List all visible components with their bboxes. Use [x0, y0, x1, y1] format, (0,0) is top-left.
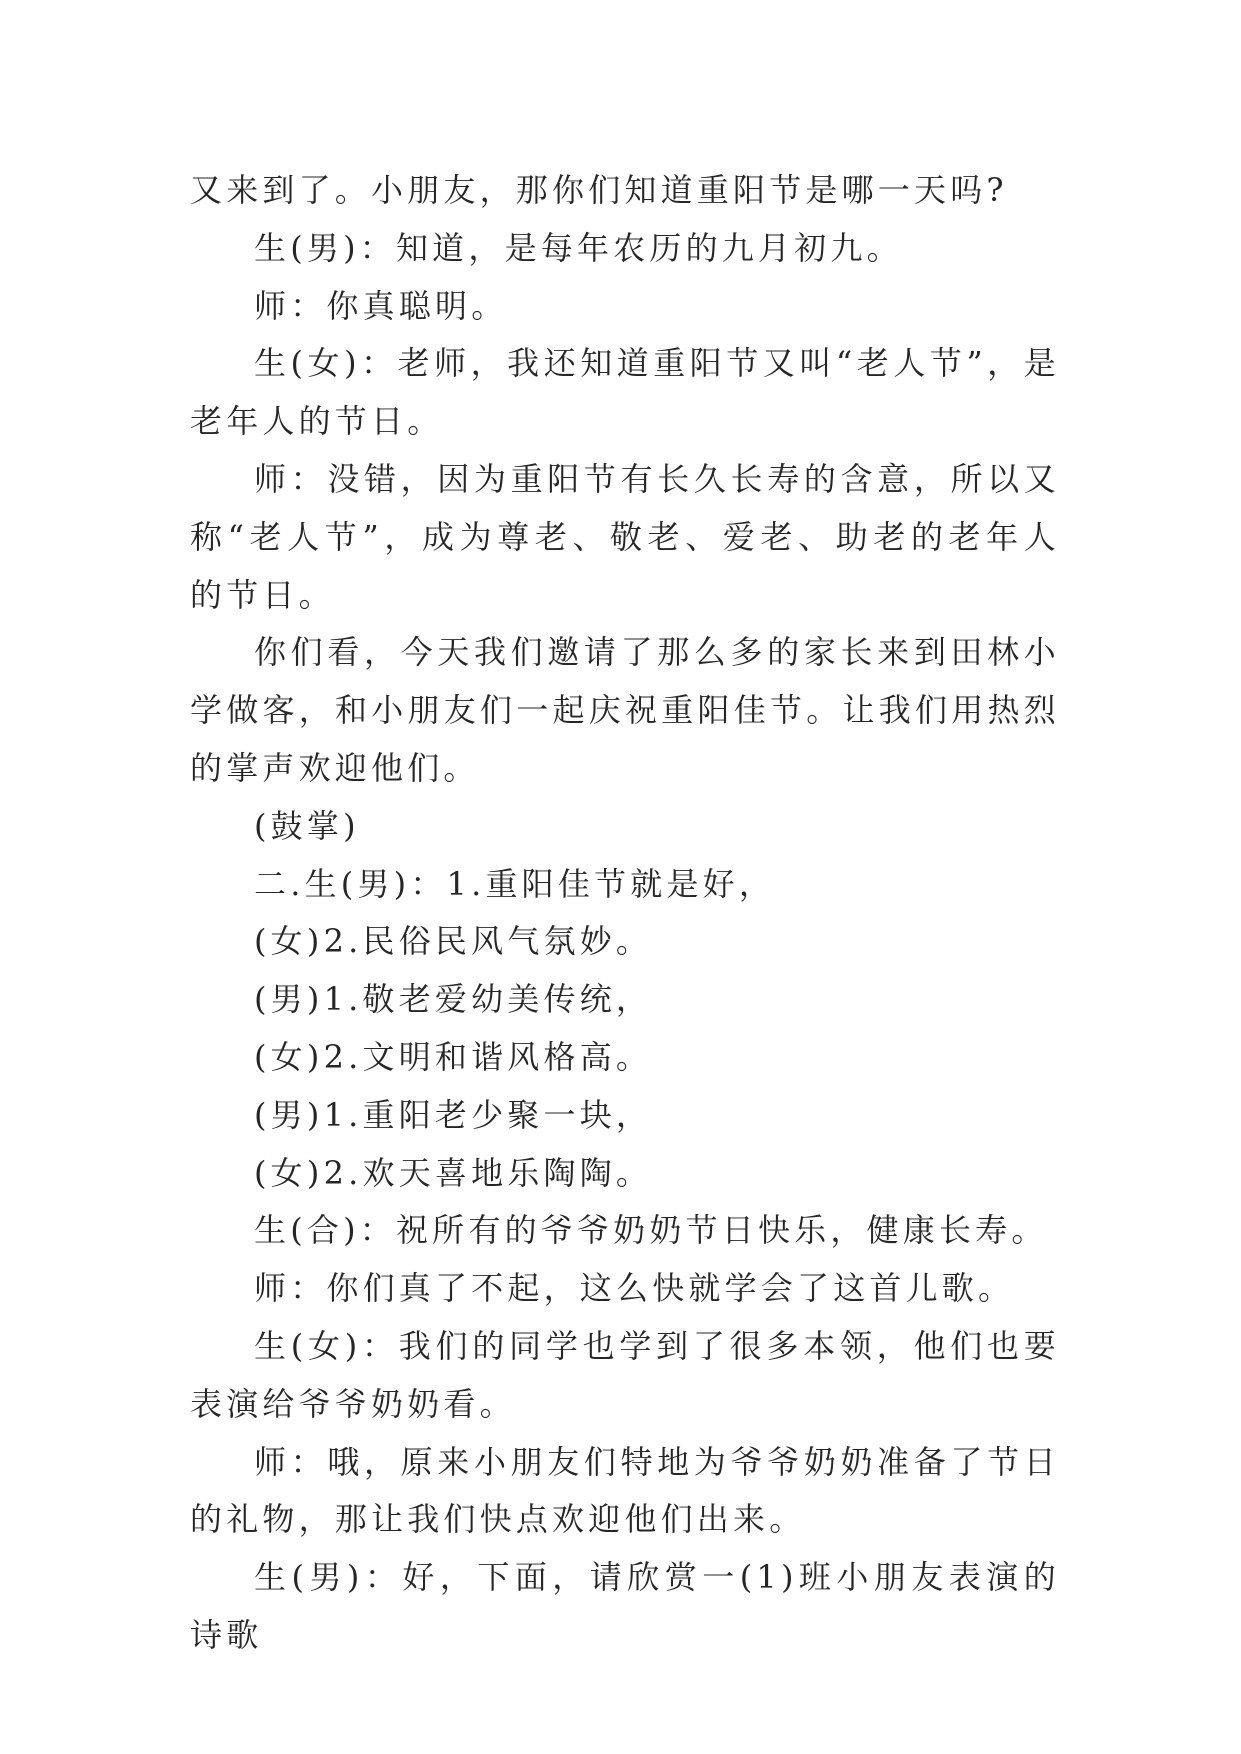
paragraph: (男)1.重阳老少聚一块， [254, 1095, 653, 1134]
paragraph: (女)2.民俗民风气氛妙。 [254, 922, 653, 961]
paragraph: (男)1.敬老爱幼美传统， [254, 980, 653, 1019]
paragraph: 生(女)：我们的同学也学到了很多本领，他们也要表演给爷爷奶奶看。 [190, 1326, 1060, 1423]
paragraph: 二.生(男)：1.重阳佳节就是好， [254, 864, 776, 903]
paragraph: 生(合)：祝所有的爷爷奶奶节日快乐，健康长寿。 [254, 1211, 1048, 1250]
paragraph: 师：哦，原来小朋友们特地为爷爷奶奶准备了节日的礼物，那让我们快点欢迎他们出来。 [190, 1442, 1060, 1539]
paragraph: 师：你真聪明。 [254, 286, 508, 325]
paragraph: 生(男)：知道，是每年农历的九月初九。 [254, 228, 903, 267]
paragraph: 又来到了。小朋友，那你们知道重阳节是哪一天吗? [190, 171, 1008, 209]
paragraph: (女)2.文明和谐风格高。 [254, 1037, 653, 1076]
body-text [190, 162, 1060, 1665]
paragraph: 师：你们真了不起，这么快就学会了这首儿歌。 [254, 1269, 1015, 1308]
paragraph: 生(女)：老师，我还知道重阳节又叫“老人节”，是老年人的节日。 [190, 344, 1060, 441]
paragraph: 师：没错，因为重阳节有长久长寿的含意，所以又称“老人节”，成为尊老、敬老、爱老、助老的老年人的节日。 [190, 459, 1060, 614]
paragraph: (鼓掌) [254, 806, 360, 845]
paragraph: 生(男)：好，下面，请欣赏一(1)班小朋友表演的诗歌 [190, 1558, 1060, 1654]
paragraph: (女)2.欢天喜地乐陶陶。 [254, 1153, 653, 1192]
paragraph: 你们看，今天我们邀请了那么多的家长来到田林小学做客，和小朋友们一起庆祝重阳佳节。让我们用热烈的掌声欢迎他们。 [190, 633, 1060, 787]
